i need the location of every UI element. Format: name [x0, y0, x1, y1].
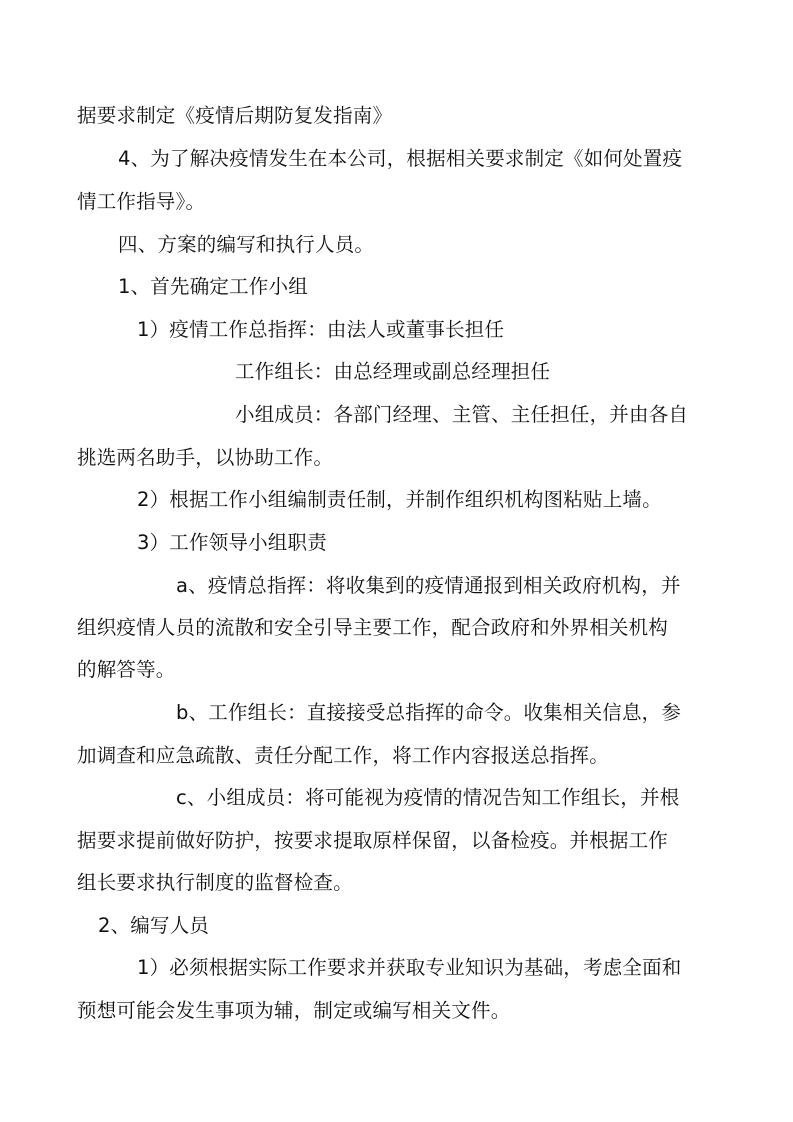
text-line: 据要求制定《疫情后期防复发指南》	[77, 104, 393, 127]
text-line: 挑选两名助手，以协助工作。	[77, 446, 334, 469]
text-line: 小组成员：各部门经理、主管、主任担任，并由各自	[235, 403, 689, 426]
text-line: 组织疫情人员的流散和安全引导主要工作，配合政府和外界相关机构	[77, 616, 669, 639]
text-line: 1）必须根据实际工作要求并获取专业知识为基础，考虑全面和	[137, 956, 682, 979]
subsection-heading: 2、编写人员	[98, 914, 210, 937]
text-line: 2）根据工作小组编制责任制，并制作组织机构图粘贴上墙。	[137, 488, 662, 511]
section-heading: 四、方案的编写和执行人员。	[118, 233, 375, 256]
text-line: 工作组长：由总经理或副总经理担任	[235, 360, 551, 383]
text-line: 预想可能会发生事项为辅，制定或编写相关文件。	[77, 999, 511, 1022]
text-line: 加调查和应急疏散、责任分配工作，将工作内容报送总指挥。	[77, 744, 609, 767]
text-line: 组长要求执行制度的监督检查。	[77, 871, 353, 894]
text-line: 情工作指导》。	[77, 190, 206, 213]
text-line: c、小组成员：将可能视为疫情的情况告知工作组长，并根	[176, 786, 680, 809]
text-line: 据要求提前做好防护，按要求提取原样保留，以备检疫。并根据工作	[77, 829, 669, 852]
text-line: 1）疫情工作总指挥：由法人或董事长担任	[137, 318, 505, 341]
text-line: 3）工作领导小组职责	[137, 531, 327, 554]
subsection-heading: 1、首先确定工作小组	[118, 275, 308, 298]
text-line: a、疫情总指挥：将收集到的疫情通报到相关政府机构，并	[176, 574, 681, 597]
text-line: 的解答等。	[77, 658, 176, 681]
text-line: 4、为了解决疫情发生在本公司，根据相关要求制定《如何处置疫	[118, 147, 683, 170]
text-line: b、工作组长：直接接受总指挥的命令。收集相关信息，参	[176, 701, 682, 724]
